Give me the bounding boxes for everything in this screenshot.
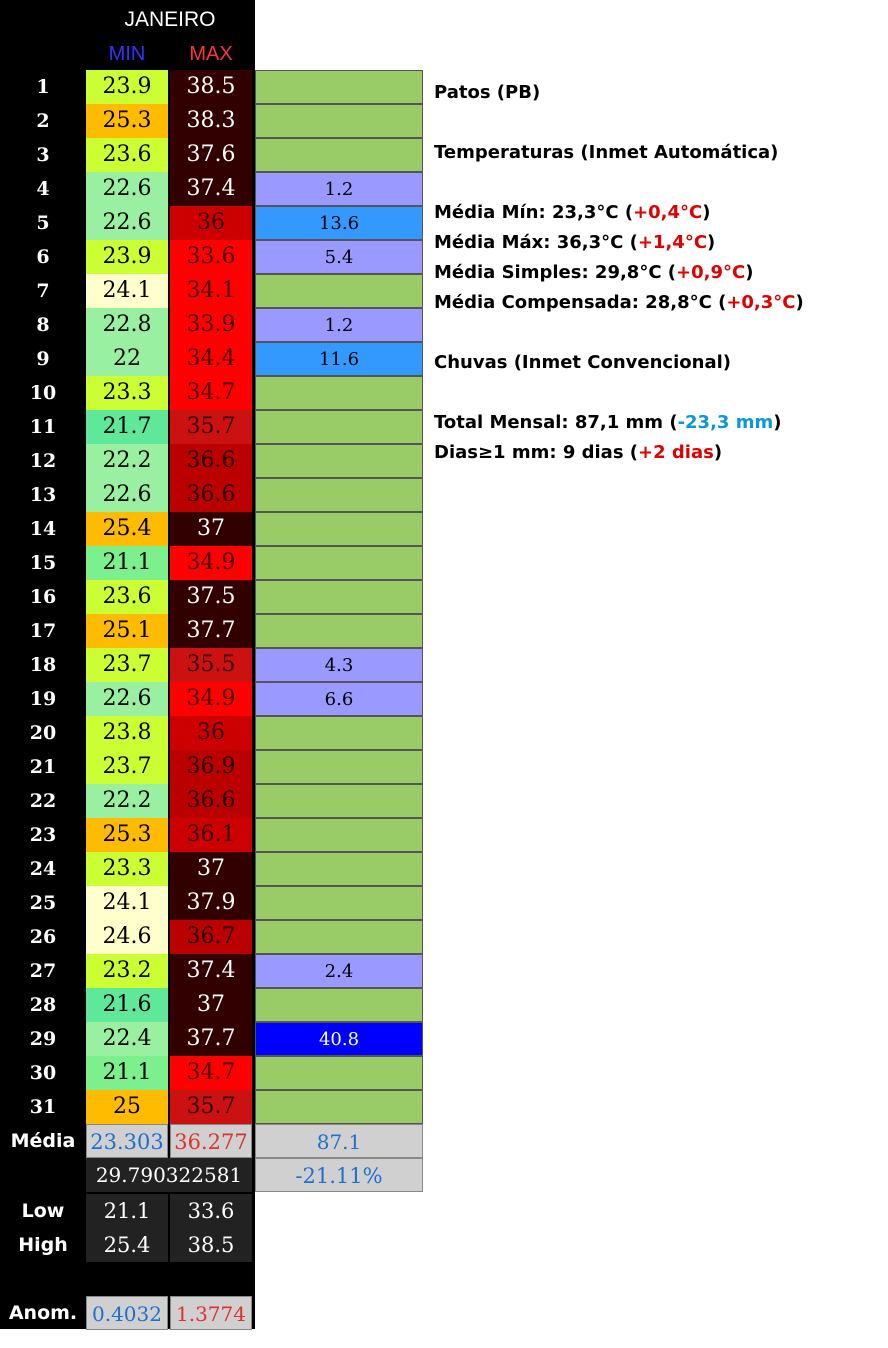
min-temp-cell: 21.6 [86,988,168,1022]
station-name: Patos (PB) [434,82,541,103]
min-temp-cell: 24.1 [86,274,168,308]
max-temp-cell: 37 [170,512,252,546]
min-temp-cell: 22.6 [86,206,168,240]
max-temp-cell: 37.7 [170,614,252,648]
high-label: High [18,1234,68,1256]
day-number: 23 [29,824,57,846]
month-title: JANEIRO [124,8,216,31]
min-temp-cell: 24.1 [86,886,168,920]
max-temp-cell: 36 [170,716,252,750]
day-number: 17 [29,620,57,642]
low-max: 33.6 [170,1194,252,1228]
max-temp-cell: 37.7 [170,1022,252,1056]
min-temp-cell: 23.3 [86,852,168,886]
rain-cell [255,104,423,138]
total-mensal-text: Total Mensal: 87,1 mm ( [434,412,678,433]
max-temp-cell: 34.1 [170,274,252,308]
day-number: 29 [29,1028,57,1050]
low-min: 21.1 [86,1194,168,1228]
rain-cell [255,580,423,614]
day-number: 12 [29,450,57,472]
min-temp-cell: 23.9 [86,70,168,104]
day-number: 22 [29,790,57,812]
max-temp-cell: 34.7 [170,376,252,410]
rain-anomaly-percent: -21.11% [255,1158,423,1192]
rain-cell [255,70,423,104]
min-temp-cell: 23.8 [86,716,168,750]
max-temp-cell: 36.6 [170,784,252,818]
rain-cell [255,1056,423,1090]
rain-cell: 2.4 [255,954,423,988]
rain-cell [255,852,423,886]
media-min: 23.303 [86,1124,168,1158]
total-mensal-anomaly: -23,3 mm [677,412,774,433]
media-max-line [434,232,715,253]
rain-cell: 6.6 [255,682,423,716]
min-temp-cell: 25.3 [86,104,168,138]
rain-cell: 40.8 [255,1022,423,1056]
max-temp-cell: 36.9 [170,750,252,784]
day-number: 25 [29,892,57,914]
rain-cell: 5.4 [255,240,423,274]
rain-days-text: Dias≥1 mm: 9 dias ( [434,442,639,463]
day-number: 24 [29,858,57,880]
rain-cell: 11.6 [255,342,423,376]
max-temp-cell: 38.5 [170,70,252,104]
total-mensal-line [434,412,781,433]
rain-cell [255,376,423,410]
rain-cell [255,444,423,478]
day-number: 3 [36,144,50,166]
rain-cell [255,784,423,818]
min-temp-cell: 23.6 [86,580,168,614]
day-number: 19 [29,688,57,710]
min-temp-cell: 22.4 [86,1022,168,1056]
min-temp-cell: 21.1 [86,1056,168,1090]
close-paren: ) [795,292,804,313]
anom-min: 0.4032 [86,1296,168,1330]
day-number: 20 [29,722,57,744]
min-temp-cell: 25 [86,1090,168,1124]
rain-cell [255,614,423,648]
max-temp-cell: 37 [170,852,252,886]
day-number: 7 [36,280,50,302]
day-number: 31 [29,1096,57,1118]
max-temp-cell: 35.7 [170,1090,252,1124]
temperature-section-title: Temperaturas (Inmet Automática) [434,142,779,163]
max-temp-cell: 33.6 [170,240,252,274]
day-number: 1 [36,76,50,98]
high-min: 25.4 [86,1228,168,1262]
close-paren: ) [773,412,782,433]
day-number: 4 [36,178,50,200]
day-number: 28 [29,994,57,1016]
day-number: 13 [29,484,57,506]
rain-cell [255,716,423,750]
min-column-header: MIN [108,43,146,65]
media-label: Média [10,1130,76,1152]
min-temp-cell: 22.6 [86,172,168,206]
max-temp-cell: 35.5 [170,648,252,682]
rain-cell [255,920,423,954]
min-temp-cell: 23.7 [86,750,168,784]
min-temp-cell: 25.3 [86,818,168,852]
min-temp-cell: 25.4 [86,512,168,546]
close-paren: ) [707,232,716,253]
max-temp-cell: 36.6 [170,444,252,478]
media-compensada-text: Média Compensada: 28,8°C ( [434,292,727,313]
max-temp-cell: 37.4 [170,954,252,988]
rain-cell [255,546,423,580]
rain-cell: 1.2 [255,308,423,342]
max-temp-cell: 37.4 [170,172,252,206]
day-number: 14 [29,518,57,540]
day-number: 10 [29,382,57,404]
rain-cell [255,138,423,172]
max-temp-cell: 37.9 [170,886,252,920]
min-temp-cell: 22.2 [86,444,168,478]
day-number: 21 [29,756,57,778]
close-paren: ) [745,262,754,283]
max-temp-cell: 34.4 [170,342,252,376]
media-max-text: Média Máx: 36,3°C ( [434,232,638,253]
close-paren: ) [713,442,723,463]
media-simples-text: Média Simples: 29,8°C ( [434,262,677,283]
day-number: 8 [36,314,50,336]
day-number: 2 [36,110,50,132]
min-temp-cell: 21.7 [86,410,168,444]
day-number: 27 [29,960,57,982]
rain-cell [255,886,423,920]
day-number: 18 [29,654,57,676]
day-number: 9 [36,348,50,370]
min-temp-cell: 24.6 [86,920,168,954]
max-temp-cell: 35.7 [170,410,252,444]
media-simple-value: 29.790322581 [86,1158,252,1192]
day-number: 30 [29,1062,57,1084]
day-number: 5 [36,212,50,234]
min-temp-cell: 22.6 [86,478,168,512]
media-max: 36.277 [170,1124,252,1158]
min-temp-cell: 21.1 [86,546,168,580]
media-max-anomaly: +1,4°C [637,232,708,253]
max-temp-cell: 37 [170,988,252,1022]
high-max: 38.5 [170,1228,252,1262]
rain-section-title: Chuvas (Inmet Convencional) [434,352,731,373]
rain-cell [255,274,423,308]
rain-days-line [434,442,722,463]
min-temp-cell: 22.6 [86,682,168,716]
day-number: 11 [29,416,57,438]
min-temp-cell: 22 [86,342,168,376]
media-simples-line [434,262,753,283]
min-temp-cell: 22.2 [86,784,168,818]
max-column-header: MAX [189,43,233,65]
max-temp-cell: 36 [170,206,252,240]
rain-cell: 4.3 [255,648,423,682]
media-rain-total: 87.1 [255,1124,423,1158]
max-temp-cell: 36.1 [170,818,252,852]
media-compensada-line [434,292,804,313]
day-number: 26 [29,926,57,948]
rain-cell: 13.6 [255,206,423,240]
day-number: 6 [36,246,50,268]
max-temp-cell: 33.9 [170,308,252,342]
anom-max: 1.3774 [170,1296,252,1330]
low-label: Low [21,1200,65,1222]
min-temp-cell: 23.6 [86,138,168,172]
media-min-anomaly: +0,4°C [633,202,703,223]
min-temp-cell: 23.2 [86,954,168,988]
min-temp-cell: 22.8 [86,308,168,342]
max-temp-cell: 37.5 [170,580,252,614]
max-temp-cell: 34.7 [170,1056,252,1090]
rain-cell [255,478,423,512]
rain-cell [255,410,423,444]
day-number: 15 [29,552,57,574]
max-temp-cell: 36.7 [170,920,252,954]
close-paren: ) [702,202,711,223]
rain-cell [255,818,423,852]
max-temp-cell: 38.3 [170,104,252,138]
max-temp-cell: 34.9 [170,546,252,580]
min-temp-cell: 23.7 [86,648,168,682]
rain-cell [255,988,423,1022]
rain-cell [255,1090,423,1124]
max-temp-cell: 37.6 [170,138,252,172]
min-temp-cell: 23.3 [86,376,168,410]
rain-cell: 1.2 [255,172,423,206]
max-temp-cell: 36.6 [170,478,252,512]
min-temp-cell: 23.9 [86,240,168,274]
rain-days-anomaly: +2 dias [638,442,714,463]
rain-cell [255,512,423,546]
max-temp-cell: 34.9 [170,682,252,716]
media-simples-anomaly: +0,9°C [676,262,746,283]
media-min-line [434,202,711,223]
media-min-text: Média Mín: 23,3°C ( [434,202,634,223]
rain-cell [255,750,423,784]
min-temp-cell: 25.1 [86,614,168,648]
day-number: 16 [29,586,57,608]
anom-label: Anom. [8,1302,78,1324]
media-compensada-anomaly: +0,3°C [726,292,796,313]
